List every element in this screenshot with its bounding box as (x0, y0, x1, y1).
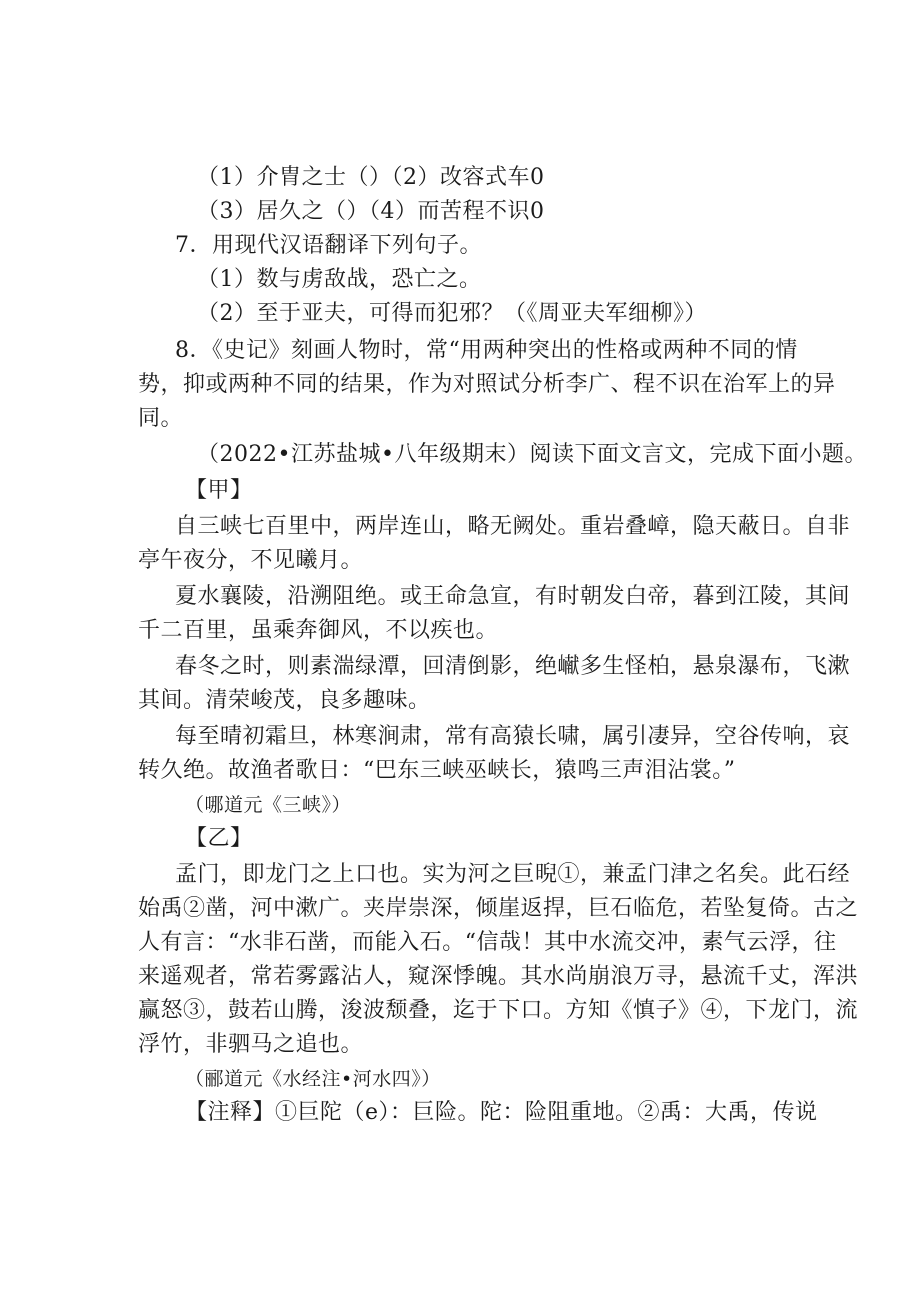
passage-yi-line: 人有言：“水非石凿，而能入石。“信哉！其中水流交冲，素气云浮，往 (138, 930, 837, 955)
question-8-line-1: 8．《史记》刻画人物时，常“用两种突出的性格或两种不同的情 (175, 338, 798, 363)
passage-jia-line: 其间。清荣峻茂，良多趣味。 (138, 688, 431, 713)
passage-yi-source: （郦道元《水经注•河水四》） (185, 1068, 441, 1090)
passage-jia-line: 转久绝。故渔者歌日：“巴东三峡巫峡长，猿鸣三声泪沾裳。” (138, 758, 736, 783)
question-7-heading: 7．用现代汉语翻译下列句子。 (175, 233, 482, 258)
passage-yi-line: 浮竹，非驷马之追也。 (138, 1032, 364, 1057)
passage-yi-line: 来遥观者，常若雾露沾人，窥深悸魄。其水尚崩浪万寻，悬流千丈，浑洪 (138, 964, 859, 989)
question-6-line-2: （3）居久之（）（4）而苦程不识0 (197, 199, 545, 224)
section-intro: （2022•江苏盐城•八年级期末）阅读下面文言文，完成下面小题。 (197, 442, 867, 467)
passage-jia-line: 每至晴初霜旦，林寒涧肃，常有高猿长啸，属引凄异，空谷传响，哀 (175, 724, 851, 749)
annotation-line: 【注释】①巨陀（e）：巨险。陀：险阻重地。②禹：大禹，传说 (185, 1100, 818, 1125)
passage-jia-line: 自三峡七百里中，两岸连山，略无阙处。重岩叠嶂，隐天蔽日。自非 (175, 514, 851, 539)
question-7-item-1: （1）数与虏敌战，恐亡之。 (197, 267, 482, 292)
passage-jia-line: 春冬之时，则素湍绿潭，回清倒影，绝𪩘多生怪柏，悬泉瀑布，飞漱 (175, 654, 851, 679)
passage-jia-line: 千二百里，虽乘奔御风，不以疾也。 (138, 618, 499, 643)
passage-jia-line: 亭午夜分，不见曦月。 (138, 548, 364, 573)
question-8-line-2: 势，抑或两种不同的结果，作为对照试分析李广、程不识在治军上的异 (138, 372, 836, 397)
passage-yi-line: 始禹②凿，河中漱广。夹岸崇深，倾崖返捍，巨石临危，若坠复倚。古之 (138, 896, 859, 921)
question-6-line-1: （1）介胄之士（）（2）改容式车0 (197, 165, 545, 190)
passage-jia-label: 【甲】 (185, 478, 253, 503)
question-8-line-3: 同。 (138, 406, 184, 431)
passage-jia-source: （哪道元《三峡》） (185, 794, 352, 816)
passage-jia-line: 夏水襄陵，沿溯阻绝。或王命急宣，有时朝发白帝，暮到江陵，其间 (175, 584, 851, 609)
passage-yi-label: 【乙】 (185, 826, 253, 851)
passage-yi-line: 孟门，即龙门之上口也。实为河之巨晲①，兼孟门津之名矣。此石经 (175, 862, 851, 887)
passage-yi-line: 赢怒③，鼓若山腾，浚波颓叠，迄于下口。方知《慎子》④，下龙门，流 (138, 998, 859, 1023)
question-7-item-2: （2）至于亚夫，可得而犯邪？（《周亚夫军细柳》） (197, 301, 707, 326)
